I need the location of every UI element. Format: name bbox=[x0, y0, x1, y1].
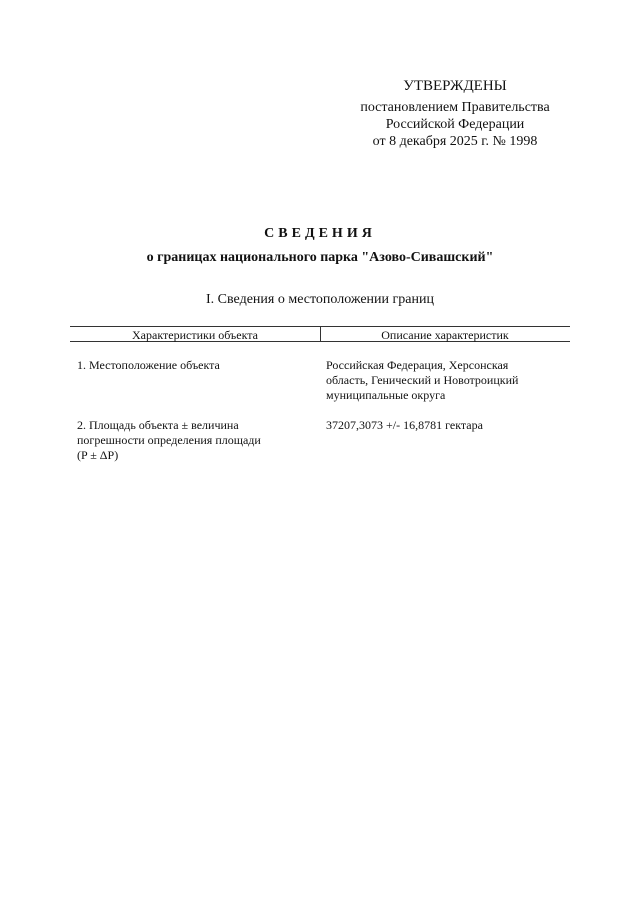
table-header-characteristic: Характеристики объекта bbox=[132, 328, 258, 342]
row-1-description-line-2: область, Генический и Новотроицкий bbox=[326, 373, 519, 387]
row-2-description-text: 37207,3073 +/- 16,8781 гектара bbox=[326, 418, 483, 432]
row-1-characteristic-text: 1. Местоположение объекта bbox=[77, 358, 220, 372]
approval-line-1: постановлением Правительства bbox=[360, 100, 550, 115]
document-subtitle: о границах национального парка "Азово-Сивашский" bbox=[146, 250, 494, 265]
section-heading: I. Сведения о местоположении границ bbox=[206, 292, 434, 307]
table-header-description: Описание характеристик bbox=[381, 328, 509, 342]
row-2-characteristic-line-1: 2. Площадь объекта ± величина bbox=[77, 418, 239, 432]
document-title: СВЕДЕНИЯ bbox=[264, 226, 376, 241]
row-2-characteristic-line-3: (P ± ΔP) bbox=[77, 448, 119, 462]
row-1-description-line-1: Российская Федерация, Херсонская bbox=[326, 358, 509, 372]
table-row-2-characteristic bbox=[77, 418, 312, 463]
approval-block bbox=[340, 78, 570, 150]
approval-line-3: от 8 декабря 2025 г. № 1998 bbox=[372, 134, 538, 149]
approval-line-2: Российской Федерации bbox=[385, 117, 525, 132]
table-row-1-description bbox=[326, 358, 566, 403]
row-2-characteristic-line-2: погрешности определения площади bbox=[77, 433, 261, 447]
table-row-2-description bbox=[326, 418, 566, 433]
row-1-description-line-3: муниципальные округа bbox=[326, 388, 446, 402]
approved-label: УТВЕРЖДЕНЫ bbox=[403, 78, 507, 94]
table-row-1-characteristic bbox=[77, 358, 312, 373]
